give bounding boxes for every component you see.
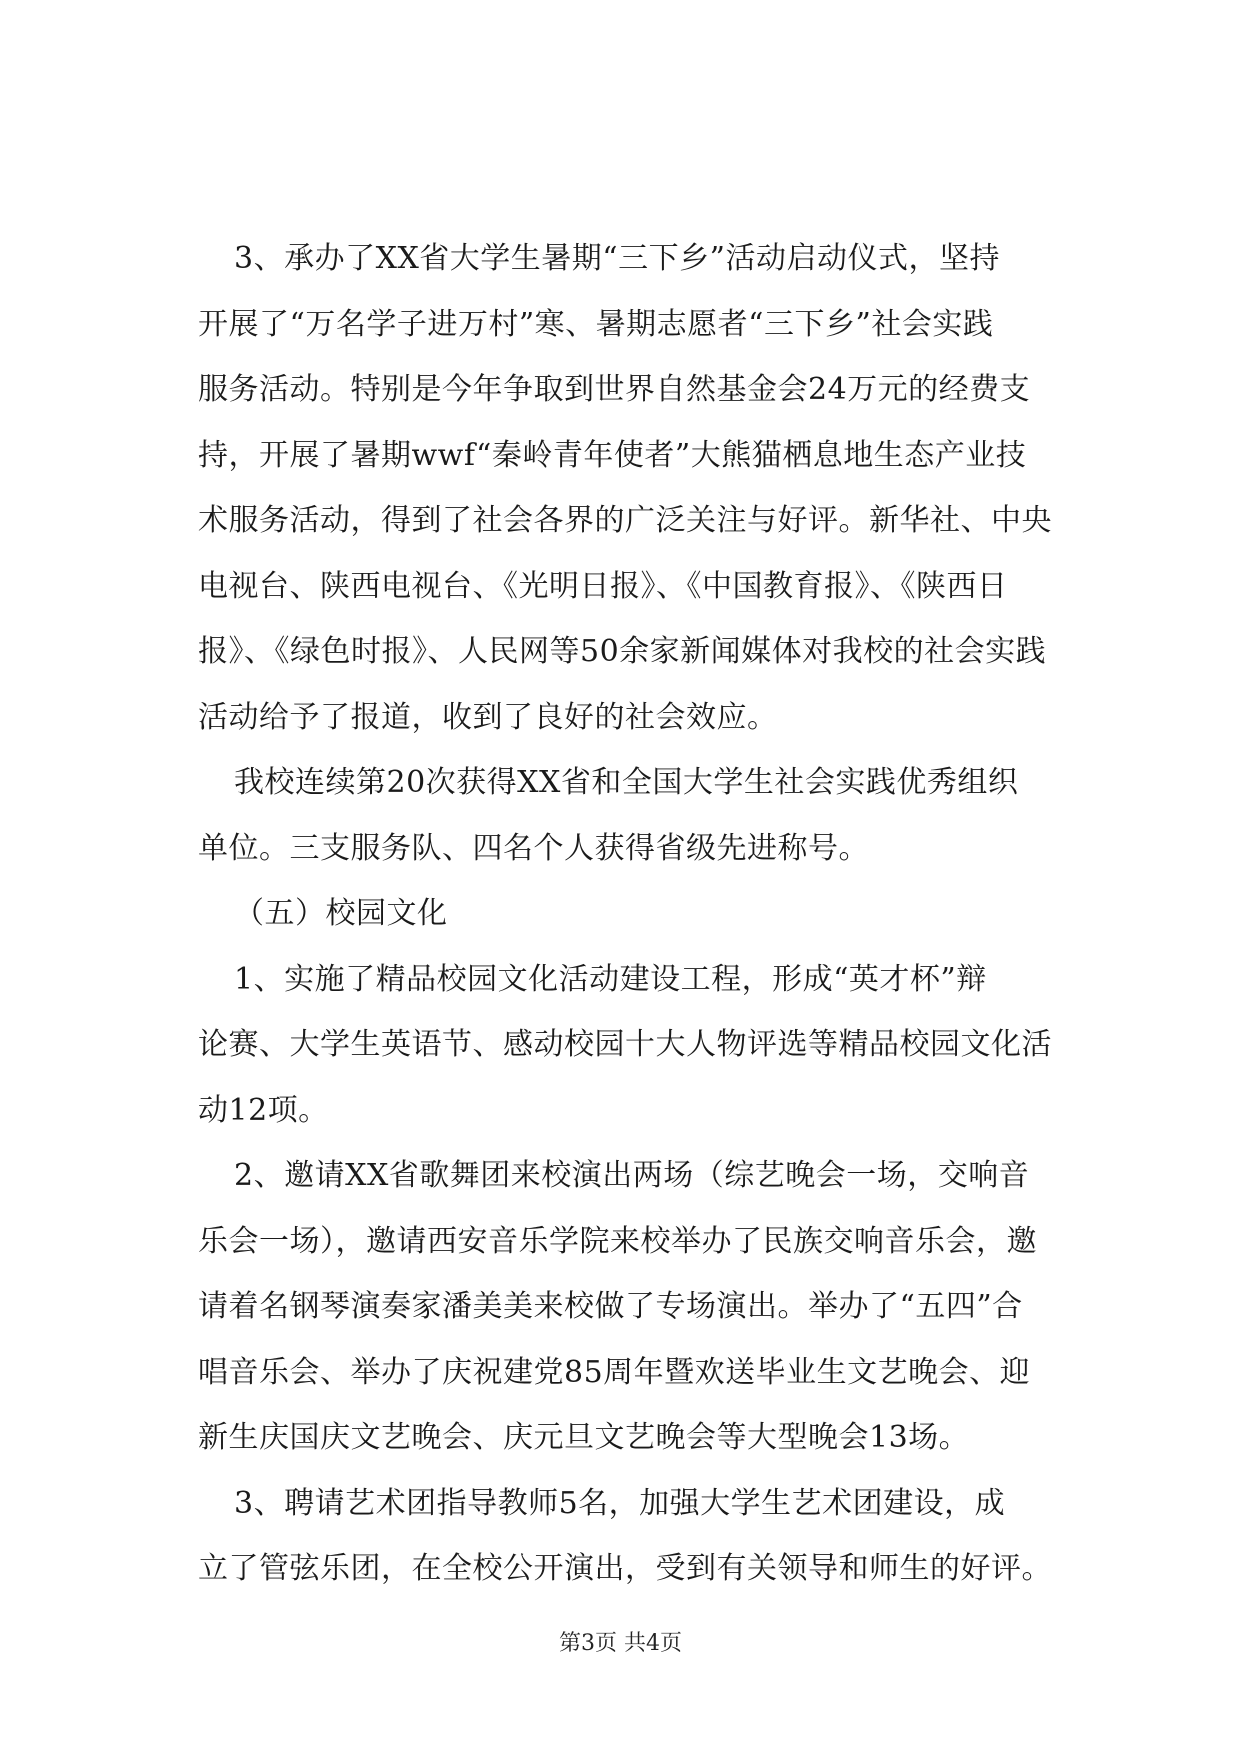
text-line: 3、承办了XX省大学生暑期“三下乡”活动启动仪式，坚持: [234, 241, 1000, 276]
text-line: 开展了“万名学子进万村”寒、暑期志愿者“三下乡”社会实践: [198, 306, 994, 342]
section-heading-text: （五）校园文化: [234, 896, 448, 931]
text-line: 立了管弦乐团，在全校公开演出，受到有关领导和师生的好评。: [198, 1551, 1052, 1586]
section-heading-campus-culture: [198, 881, 1078, 947]
text-line: 报》、《绿色时报》、人民网等50余家新闻媒体对我校的社会实践: [198, 634, 1047, 669]
text-line: 论赛、大学生英语节、感动校园十大人物评选等精品校园文化活: [198, 1027, 1052, 1062]
text-line: 我校连续第20次获得XX省和全国大学生社会实践优秀组织: [234, 765, 1019, 800]
text-line: 新生庆国庆文艺晚会、庆元旦文艺晚会等大型晚会13场。: [198, 1420, 970, 1455]
text-line: 1、实施了精品校园文化活动建设工程，形成“英才杯”辩: [234, 961, 987, 997]
text-line: 乐会一场），邀请西安音乐学院来校举办了民族交响音乐会，邀: [198, 1223, 1037, 1259]
text-line: 2、邀请XX省歌舞团来校演出两场（综艺晚会一场，交响音: [234, 1158, 1030, 1193]
text-line: 单位。三支服务队、四名个人获得省级先进称号。: [198, 830, 869, 866]
text-line: 3、聘请艺术团指导教师5名，加强大学生艺术团建设，成: [234, 1485, 1006, 1521]
text-line: 术服务活动，得到了社会各界的广泛关注与好评。新华社、中央: [198, 503, 1052, 538]
text-line: 电视台、陕西电视台、《光明日报》、《中国教育报》、《陕西日: [198, 568, 1008, 604]
document-body: [198, 226, 1078, 1602]
text-line: 服务活动。特别是今年争取到世界自然基金会24万元的经费支: [198, 372, 1031, 407]
paragraph-campus-culture-2: [198, 1143, 1078, 1471]
paragraph-social-practice-3: [198, 226, 1078, 750]
paragraph-campus-culture-3: [198, 1471, 1078, 1602]
text-line: 请着名钢琴演奏家潘美美来校做了专场演出。举办了“五四”合: [198, 1289, 1023, 1324]
page-number-footer: 第3页 共4页: [559, 1631, 682, 1656]
text-line: 活动给予了报道，收到了良好的社会效应。: [198, 699, 778, 735]
paragraph-award-summary: [198, 750, 1078, 881]
text-line: 唱音乐会、举办了庆祝建党85周年暨欢送毕业生文艺晚会、迎: [198, 1354, 1031, 1390]
text-line: 持，开展了暑期wwf“秦岭青年使者”大熊猫栖息地生态产业技: [198, 437, 1027, 473]
paragraph-campus-culture-1: [198, 947, 1078, 1144]
text-line: 动12项。: [198, 1092, 329, 1128]
